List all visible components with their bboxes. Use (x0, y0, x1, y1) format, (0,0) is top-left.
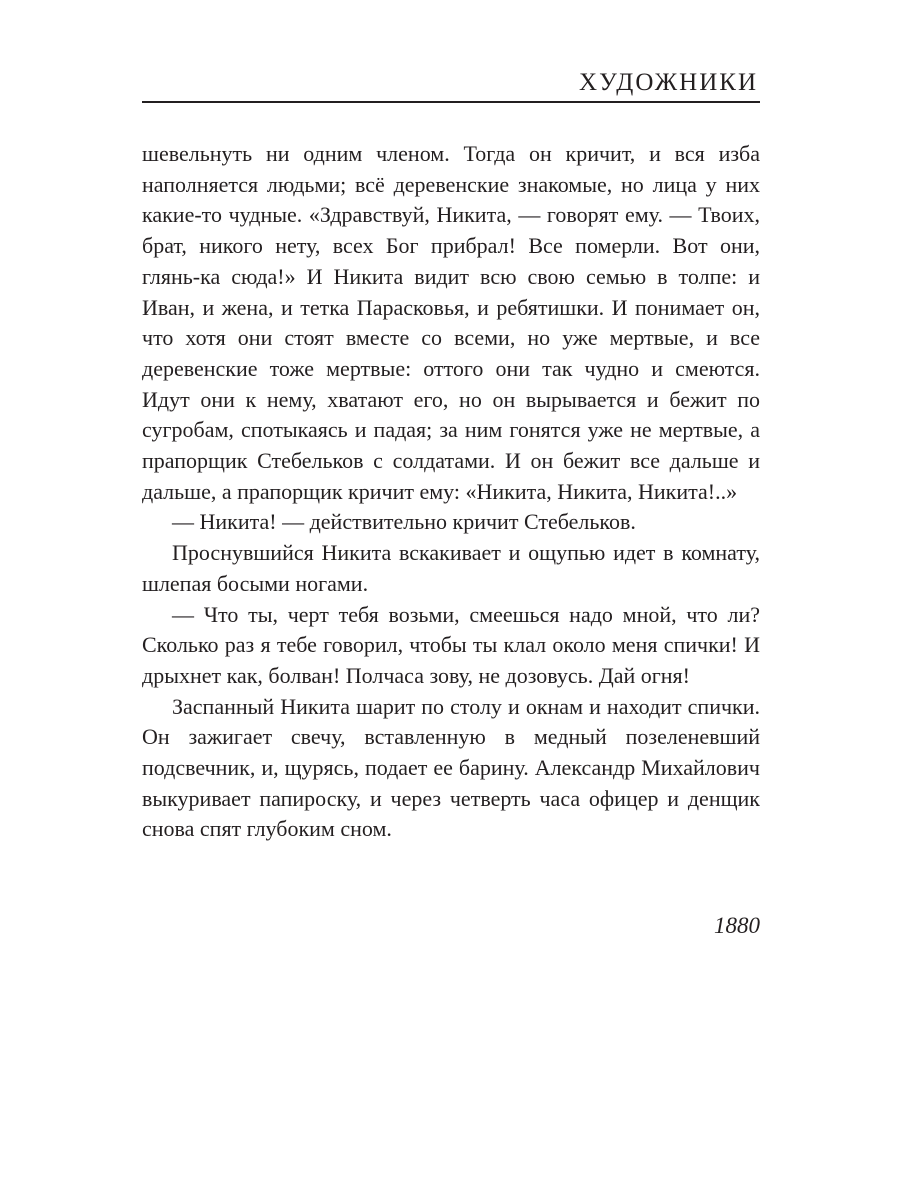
paragraph-5: Заспанный Никита шарит по столу и окнам и находит спички. Он зажигает свечу, вставленную в медный позеленевший подсвечник, и, щурясь, подает ее барину. Александр Михайлович выкуривает папироску, и через четверть часа офицер и денщик снова спят глубоким сном. (142, 693, 760, 842)
header-rule (142, 101, 760, 103)
running-header (142, 68, 760, 104)
paragraph-3: Проснувшийся Никита вскакивает и ощупью идет в комнату, шлепая босыми ногами. (142, 540, 760, 596)
paragraph-1: шевельнуть ни одним членом. Тогда он кричит, и вся изба наполняется людьми; всё деревенские знакомые, но лица у них какие-то чудные. «Здравствуй, Никита, — говорят ему. — Твоих, брат, никого нету, всех Бог прибрал! Все померли. Вот они, глянь-ка сюда!» И Никита видит всю свою семью в толпе: и Иван, и жена, и тетка Парасковья, и ребятишки. И понимает он, что хотя они стоят вместе со всеми, но уже мертвые, и все деревенские тоже мертвые: оттого они так чудно и смеются. Идут они к нему, хватают его, но он вырывается и бежит по сугробам, спотыкаясь и падая; за ним гонятся уже не мертвые, а прапорщик Стебельков с солдатами. И он бежит все дальше и дальше, а прапорщик кричит ему: «Никита, Никита, Никита!..» (142, 141, 760, 504)
paragraph-4: — Что ты, черт тебя возьми, смеешься надо мной, что ли? Сколько раз я тебе говорил, чтобы ты клал около меня спички! И дрыхнет как, болван! Полчаса зову, не дозовусь. Дай огня! (142, 601, 760, 688)
paragraph-2: — Никита! — действительно кричит Стебельков. (172, 509, 636, 535)
body-text (142, 139, 760, 845)
running-title: ХУДОЖНИКИ (579, 69, 758, 96)
date-signature: 1880 (714, 913, 760, 938)
